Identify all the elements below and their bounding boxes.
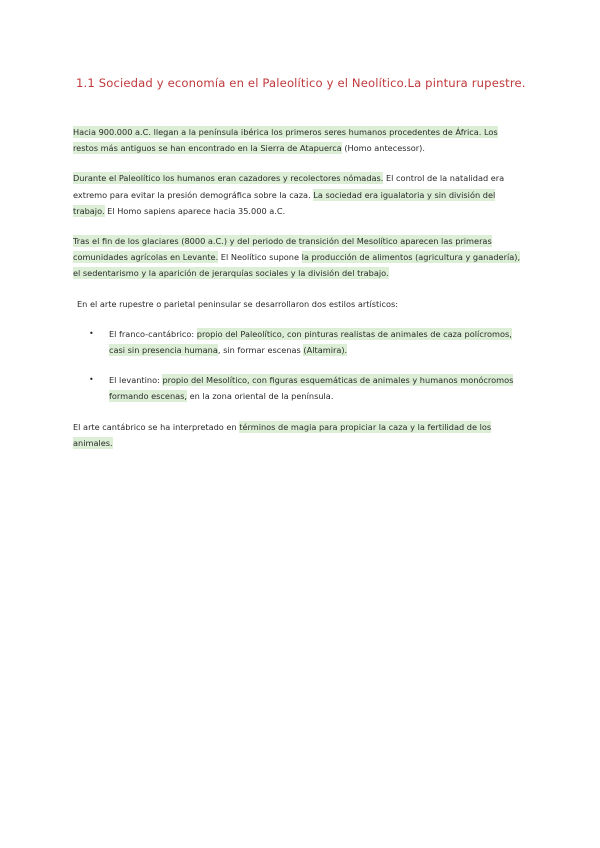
list-item-levantino (89, 372, 525, 404)
text-birth-control: El control de la natalidad era extremo para evitar la presión demográfica sobre la caza. (73, 173, 505, 200)
list-item-franco-cantabrico (89, 326, 525, 358)
document-body (73, 124, 525, 465)
text-neolithic-supone: El Neolítico supone (218, 252, 302, 263)
paragraph-neolithic (73, 233, 525, 282)
paragraph-interpretation (73, 419, 525, 451)
text-levantino-lead: El levantino: (109, 375, 163, 386)
paragraph-paleolithic (73, 170, 525, 219)
text-interpretation-lead: El arte cantábrico se ha interpretado en (73, 421, 240, 432)
highlight-agricultural: Tras el fin de los glaciares (8000 a.C.) y del periodo de transición del Mesolítico aparecen las primeras comunidades agrícolas en Levante. (73, 236, 492, 263)
bullet-icon: • (89, 328, 94, 338)
art-styles-list (73, 326, 525, 405)
text-franco-scenes: , sin formar escenas (217, 345, 304, 356)
section-title: 1.1 Sociedad y economía en el Paleolítico y el Neolítico.La pintura rupestre. (76, 76, 526, 90)
paragraph-rock-art-intro: En el arte rupestre o parietal peninsular se desarrollaron dos estilos artísticos: (77, 298, 398, 309)
highlight-altamira: (Altamira). (303, 345, 348, 356)
paragraph-origins (73, 124, 525, 156)
bullet-icon: • (89, 375, 94, 385)
highlight-franco-desc: propio del Paleolítico, con pinturas realistas de animales de caza polícromos, casi sin presencia humana (109, 328, 512, 356)
highlight-food-production: la producción de alimentos (agricultura y ganadería), el sedentarismo y la aparición de jerarquías sociales y la división del trabajo. (73, 252, 521, 279)
highlight-hunters: Durante el Paleolítico los humanos eran cazadores y recolectores nómadas. (73, 173, 384, 184)
highlight-origins: Hacia 900.000 a.C. llegan a la península ibérica los primeros seres humanos procedentes de África. Los restos más antiguos se han encontrado en la Sierra de Atapuerca (73, 127, 498, 154)
text-homo-sapiens: El Homo sapiens aparece hacia 35.000 a.C. (104, 205, 286, 216)
highlight-levantino-desc: propio del Mesolítico, con figuras esquemáticas de animales y humanos monócromos formando escenas, (109, 375, 514, 402)
highlight-egalitarian: La sociedad era igualatoria y sin división del trabajo. (73, 189, 496, 216)
text-franco-lead: El franco-cantábrico: (109, 328, 197, 339)
text-homo-antecessor: (Homo antecessor). (341, 143, 425, 154)
text-levantino-zone: en la zona oriental de la península. (187, 391, 334, 402)
highlight-magic: términos de magia para propiciar la caza y la fertilidad de los animales. (73, 421, 492, 448)
